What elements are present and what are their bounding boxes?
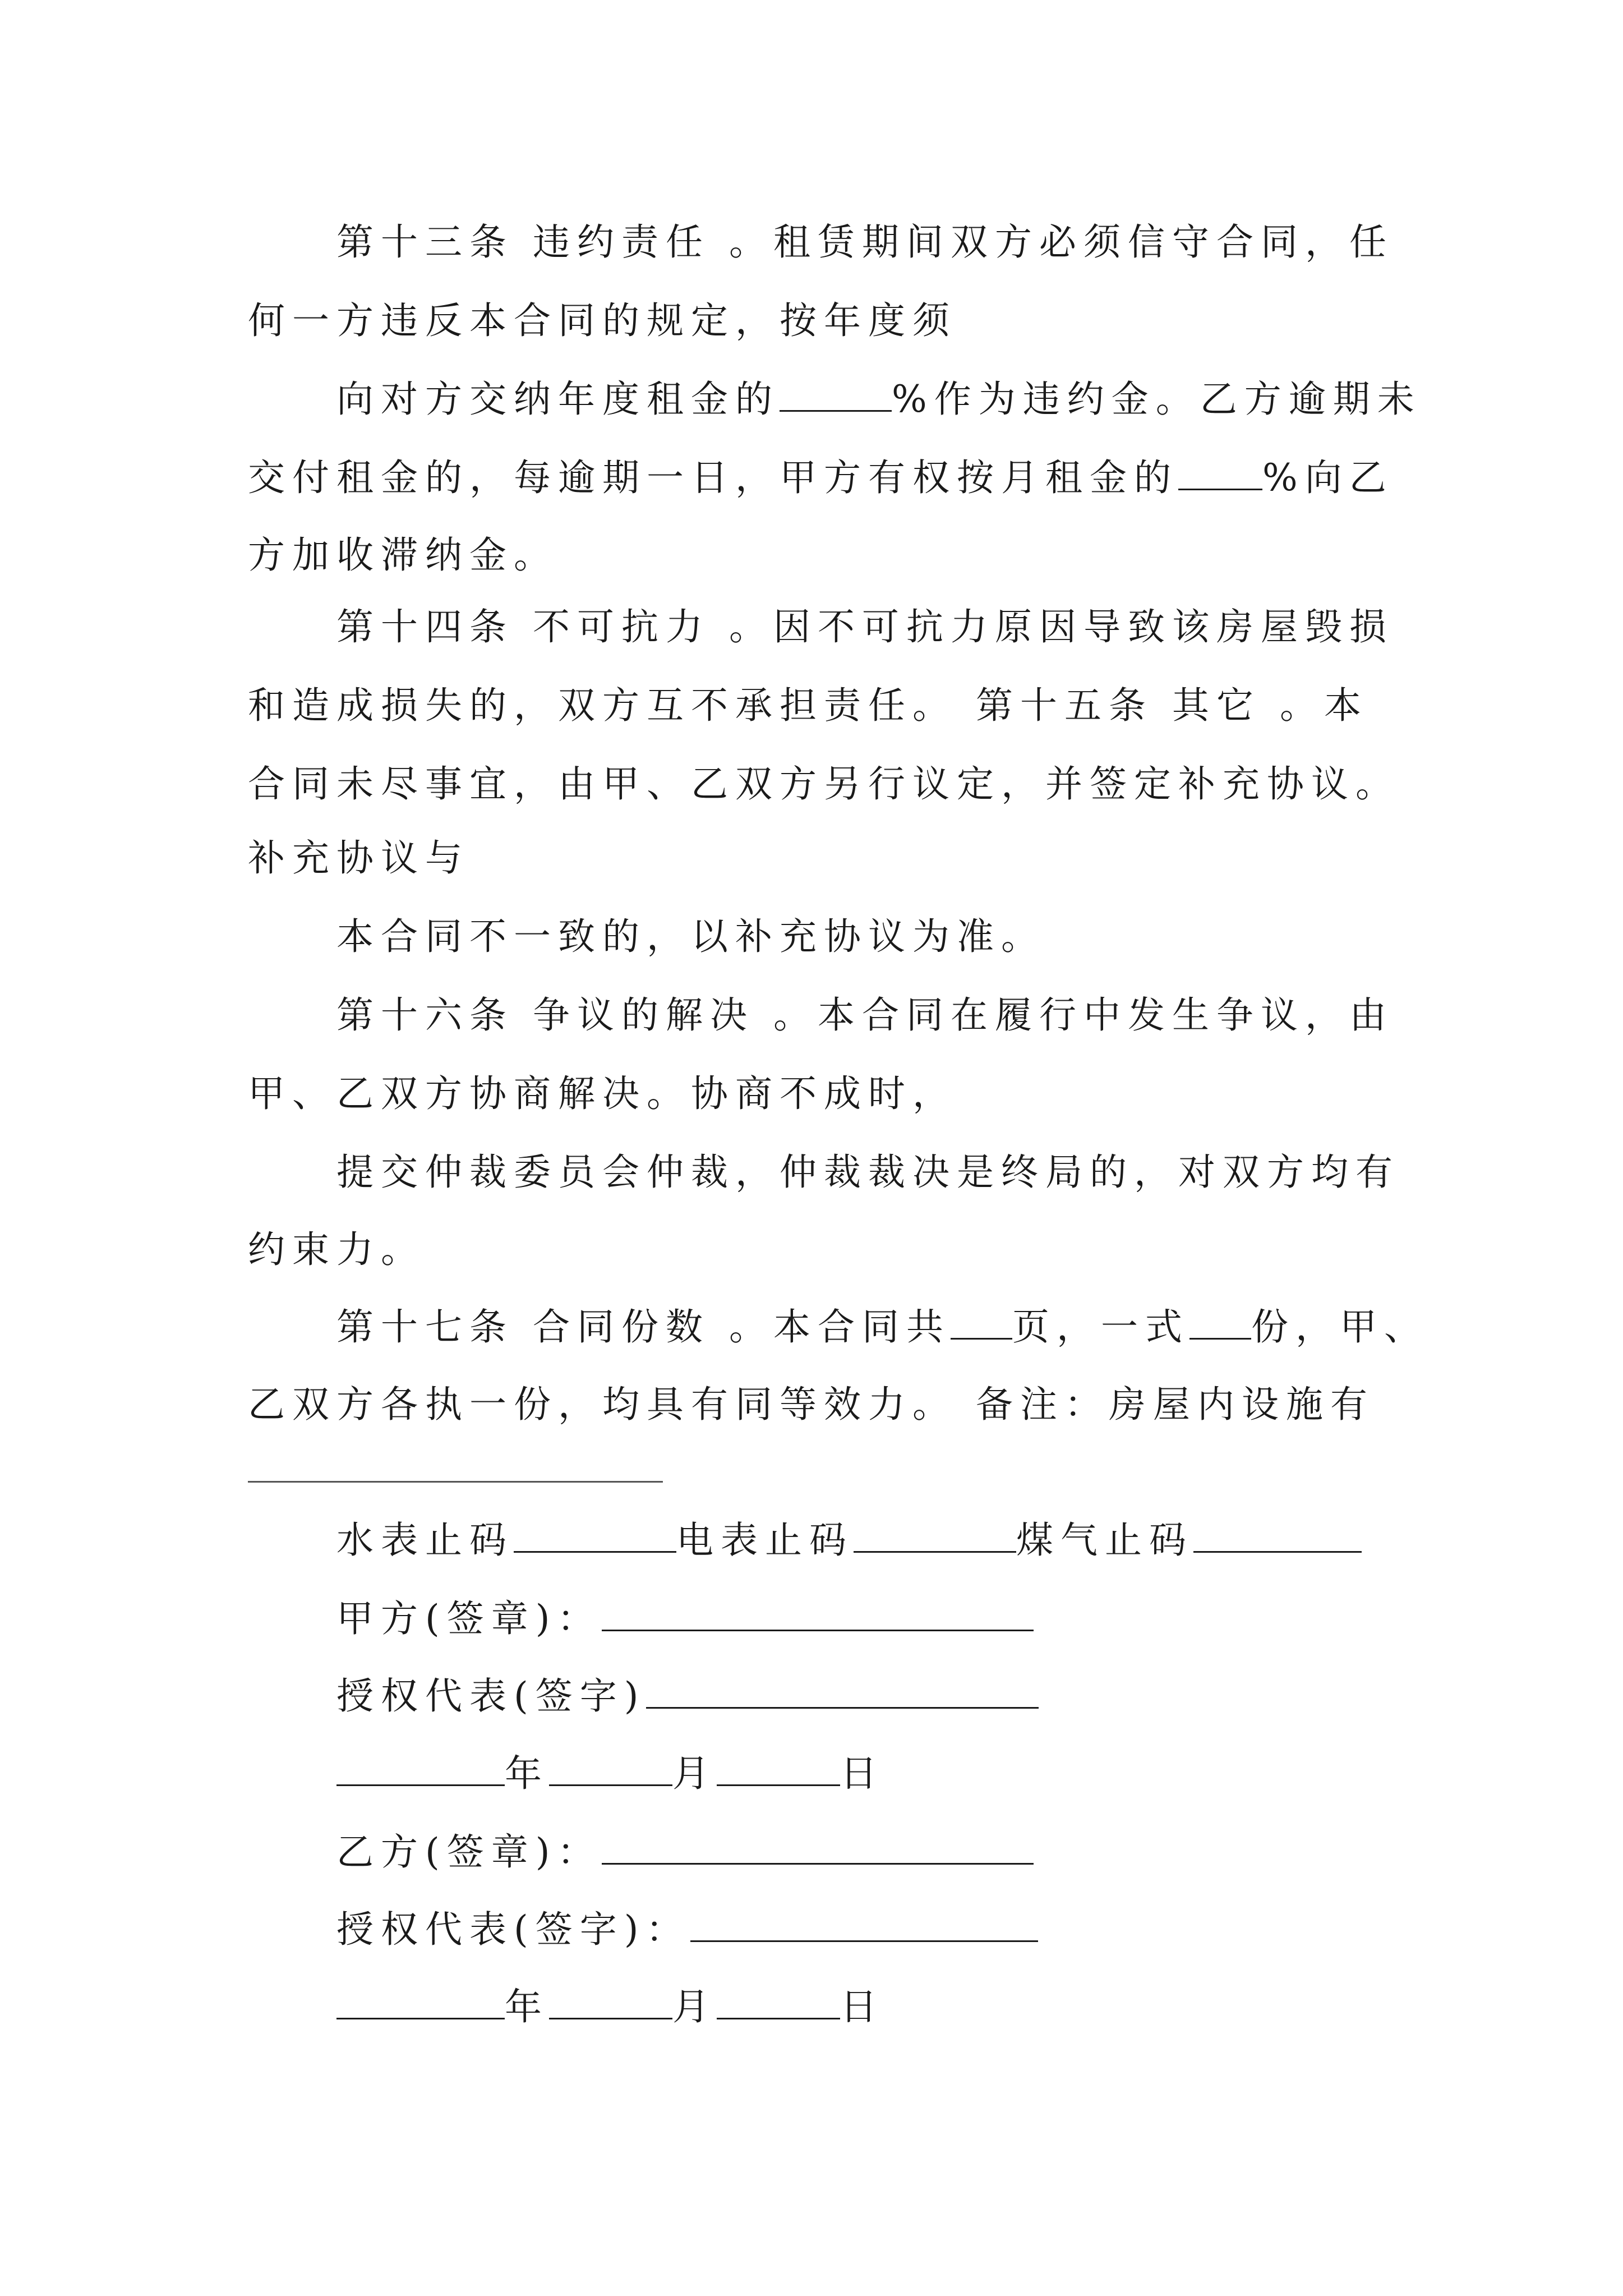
electric-meter-label: 电表止码 [676,1519,854,1562]
party-a-rep-label: 授权代表(签字) [336,1674,646,1718]
art13-line4-text-a: 交付租金的，每逾期一日，甲方有权按月租金的 [248,456,1178,499]
gas-meter-blank[interactable] [1193,1520,1362,1553]
party-a-seal-blank[interactable] [602,1598,1034,1631]
art16-line3: 提交仲裁委员会仲裁，仲裁裁决是终局的，对双方均有 [336,1151,1400,1194]
party-b-seal-line [336,1830,1034,1875]
party-b-seal-label: 乙方(签章)： [336,1830,602,1874]
water-meter-label: 水表止码 [336,1519,514,1562]
party-b-year-blank[interactable] [336,1986,505,2019]
art17-line1-text-c: 份，甲、 [1251,1305,1428,1349]
party-b-date-line [336,1985,884,2030]
art13-line3 [336,377,1422,422]
art14-line2: 和造成损失的，双方互不承担责任。 第十五条 其它 。本 [248,684,1368,727]
party-a-month-blank[interactable] [549,1753,672,1786]
copy-count-blank[interactable] [1189,1306,1251,1340]
party-b-day-blank[interactable] [717,1986,840,2019]
art13-line5: 方加收滞纳金。 [248,533,558,577]
art13-line2: 何一方违反本合同的规定，按年度须 [248,299,957,342]
facilities-note-blank[interactable] [248,1481,663,1483]
art17-line1 [336,1305,1428,1350]
day-label: 日 [840,1752,884,1795]
art16-line1: 第十六条 争议的解决 。本合同在履行中发生争议，由 [336,993,1394,1037]
art14-line4: 补充协议与 [248,836,469,880]
party-b-rep-blank[interactable] [690,1909,1038,1942]
art17-line1-text-a: 第十七条 合同份数 。本合同共 [336,1305,951,1349]
art17-line1-text-b: 页，一式 [1012,1305,1189,1349]
month-label: 月 [672,1985,717,2028]
party-b-rep-label: 授权代表(签字)： [336,1908,690,1951]
day-label: 日 [840,1985,884,2028]
page-count-blank[interactable] [951,1306,1012,1340]
year-label: 年 [505,1985,549,2028]
party-a-rep-blank[interactable] [646,1676,1039,1709]
water-meter-blank[interactable] [514,1520,676,1553]
art14-line5: 本合同不一致的，以补充协议为准。 [336,915,1045,958]
year-label: 年 [505,1752,549,1795]
party-a-seal-line [336,1596,1034,1641]
party-a-rep-line [336,1674,1039,1719]
month-label: 月 [672,1752,717,1795]
art13-line3-text-a: 向对方交纳年度租金的 [336,378,780,421]
party-a-day-blank[interactable] [717,1753,840,1786]
party-b-rep-line [336,1907,1038,1952]
penalty-rate-blank[interactable] [780,379,892,412]
gas-meter-label: 煤气止码 [1016,1519,1193,1562]
art13-line4 [248,455,1394,500]
party-a-seal-label: 甲方(签章)： [336,1597,602,1640]
art14-line3: 合同未尽事宜，由甲、乙双方另行议定，并签定补充协议。 [248,762,1400,806]
art17-line2: 乙双方各执一份，均具有同等效力。 备注：房屋内设施有 [248,1383,1375,1426]
art14-line1: 第十四条 不可抗力 。因不可抗力原因导致该房屋毁损 [336,605,1394,648]
party-b-month-blank[interactable] [549,1986,672,2019]
art13-line3-text-b: %作为违约金。乙方逾期未 [892,378,1422,421]
electric-meter-blank[interactable] [854,1520,1016,1553]
art13-line1: 第十三条 违约责任 。租赁期间双方必须信守合同，任 [336,220,1394,264]
art13-line4-text-b: %向乙 [1262,456,1394,499]
party-a-date-line [336,1751,884,1796]
party-a-year-blank[interactable] [336,1753,505,1786]
party-b-seal-blank[interactable] [602,1832,1034,1865]
art16-line4: 约束力。 [248,1228,425,1271]
late-fee-rate-blank[interactable] [1178,457,1262,490]
art16-line2: 甲、乙双方协商解决。协商不成时， [248,1072,957,1115]
meter-readings-line [336,1518,1362,1563]
